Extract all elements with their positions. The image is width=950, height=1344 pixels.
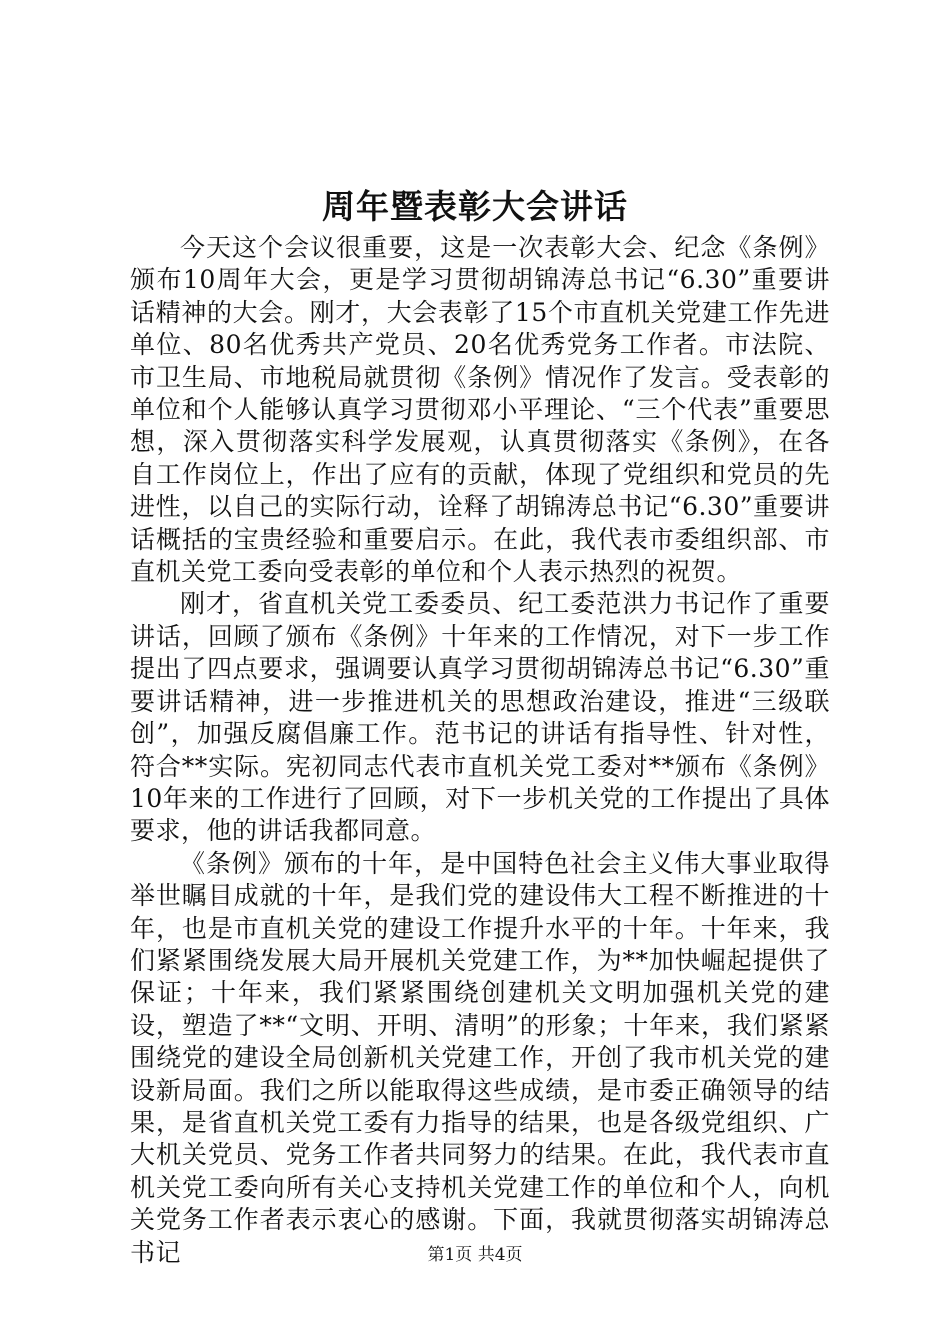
paragraph-1: 今天这个会议很重要，这是一次表彰大会、纪念《条例》颁布10周年大会，更是学习贯彻胡锦涛总书记“6.30”重要讲话精神的大会。刚才，大会表彰了15个市直机关党建工作先进单位、80名优秀共产党员、20名优秀党务工作者。市法院、市卫生局、市地税局就贯彻《条例》情况作了发言。受表彰的单位和个人能够认真学习贯彻邓小平理论、“三个代表”重要思想，深入贯彻落实科学发展观，认真贯彻落实《条例》，在各自工作岗位上，作出了应有的贡献，体现了党组织和党员的先进性，以自己的实际行动，诠释了胡锦涛总书记“6.30”重要讲话概括的宝贵经验和重要启示。在此，我代表市委组织部、市直机关党工委向受表彰的单位和个人表示热烈的祝贺。 bbox=[130, 233, 830, 587]
document-title: 周年暨表彰大会讲话 bbox=[322, 187, 628, 226]
page-number-footer: 第1页 共4页 bbox=[427, 1245, 523, 1265]
document-body bbox=[130, 232, 830, 1269]
paragraph-3: 《条例》颁布的十年，是中国特色社会主义伟大事业取得举世瞩目成就的十年，是我们党的建设伟大工程不断推进的十年，也是市直机关党的建设工作提升水平的十年。十年来，我们紧紧围绕发展大局开展机关党建工作，为**加快崛起提供了保证；十年来，我们紧紧围绕创建机关文明加强机关党的建设，塑造了**“文明、开明、清明”的形象；十年来，我们紧紧围绕党的建设全局创新机关党建工作，开创了我市机关党的建设新局面。我们之所以能取得这些成绩，是市委正确领导的结果，是省直机关党工委有力指导的结果，也是各级党组织、广大机关党员、党务工作者共同努力的结果。在此，我代表市直机关党工委向所有关心支持机关党建工作的单位和个人，向机关党务工作者表示衷心的感谢。下面，我就贯彻落实胡锦涛总书记 bbox=[130, 848, 830, 1267]
paragraph-2: 刚才，省直机关党工委委员、纪工委范洪力书记作了重要讲话，回顾了颁布《条例》十年来的工作情况，对下一步工作提出了四点要求，强调要认真学习贯彻胡锦涛总书记“6.30”重要讲话精神，进一步推进机关的思想政治建设，推进“三级联创”，加强反腐倡廉工作。范书记的讲话有指导性、针对性，符合**实际。宪初同志代表市直机关党工委对**颁布《条例》10年来的工作进行了回顾，对下一步机关党的工作提出了具体要求，他的讲话我都同意。 bbox=[130, 589, 830, 846]
